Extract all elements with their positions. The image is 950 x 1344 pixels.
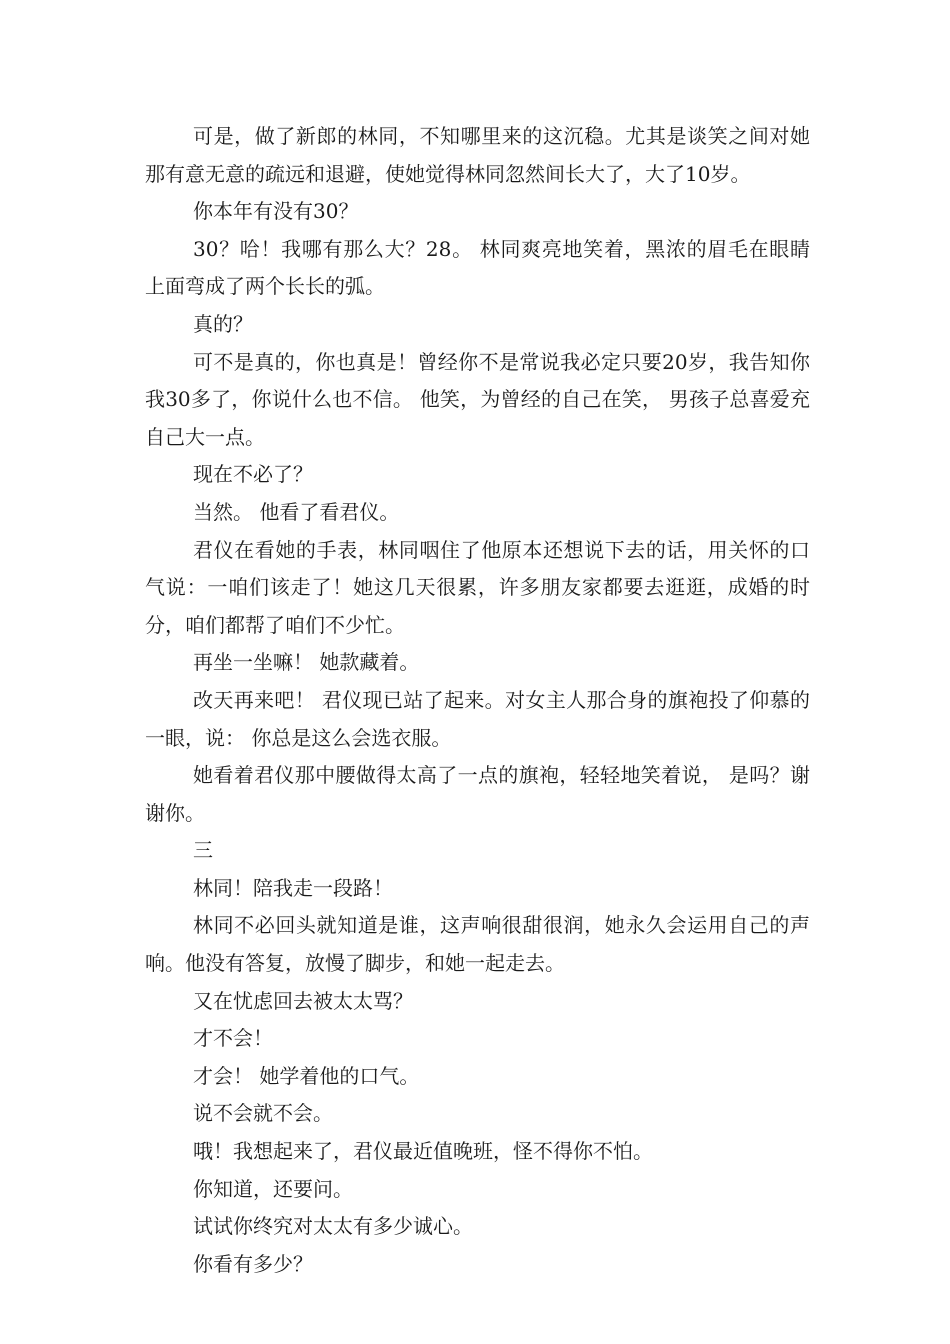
- paragraph: 可是，做了新郎的林同，不知哪里来的这沉稳。尤其是谈笑之间对她那有意无意的疏远和退避，使她觉得林同忽然间长大了，大了10岁。: [145, 124, 810, 186]
- paragraph: 你本年有没有30？: [193, 199, 359, 224]
- paragraph: 试试你终究对太太有多少诚心。: [193, 1214, 473, 1239]
- paragraph: 再坐一坐嘛！ 她款藏着。: [193, 650, 420, 675]
- paragraph: 才会！ 她学着他的口气。: [193, 1063, 420, 1088]
- paragraph: 君仪在看她的手表，林同咽住了他原本还想说下去的话，用关怀的口气说：一咱们该走了！她这几天很累，许多朋友家都要去逛逛，成婚的时分，咱们都帮了咱们不少忙。: [145, 537, 810, 637]
- paragraph: 说不会就不会。: [193, 1101, 333, 1126]
- paragraph: 又在忧虑回去被太太骂？: [193, 988, 413, 1013]
- paragraph: 改天再来吧！ 君仪现已站了起来。对女主人那合身的旗袍投了仰慕的一眼，说： 你总是这么会选衣服。: [145, 687, 810, 750]
- paragraph: 你知道，还要问。: [193, 1176, 353, 1201]
- paragraph: 当然。 他看了看君仪。: [193, 499, 400, 524]
- paragraph: 真的？: [193, 311, 253, 336]
- paragraph: 现在不必了？: [193, 462, 313, 487]
- paragraph: 30？哈！我哪有那么大？28。 林同爽亮地笑着，黑浓的眉毛在眼睛上面弯成了两个长长的弧。: [145, 236, 810, 299]
- paragraph: 哦！我想起来了，君仪最近值晚班，怪不得你不怕。: [193, 1139, 653, 1164]
- paragraph: 你看有多少？: [193, 1251, 313, 1276]
- paragraph: 她看着君仪那中腰做得太高了一点的旗袍，轻轻地笑着说， 是吗？谢谢你。: [145, 763, 810, 825]
- paragraph: 林同不必回头就知道是谁，这声响很甜很润，她永久会运用自己的声响。他没有答复，放慢了脚步，和她一起走去。: [145, 913, 810, 976]
- section-heading: 三: [193, 838, 213, 863]
- document-body: [145, 118, 810, 1283]
- paragraph: 林同！陪我走一段路！: [193, 875, 393, 900]
- paragraph: 可不是真的，你也真是！曾经你不是常说我必定只要20岁，我告知你我30多了，你说什么也不信。 他笑，为曾经的自己在笑， 男孩子总喜爱充自己大一点。: [145, 349, 810, 449]
- paragraph: 才不会！: [193, 1026, 273, 1051]
